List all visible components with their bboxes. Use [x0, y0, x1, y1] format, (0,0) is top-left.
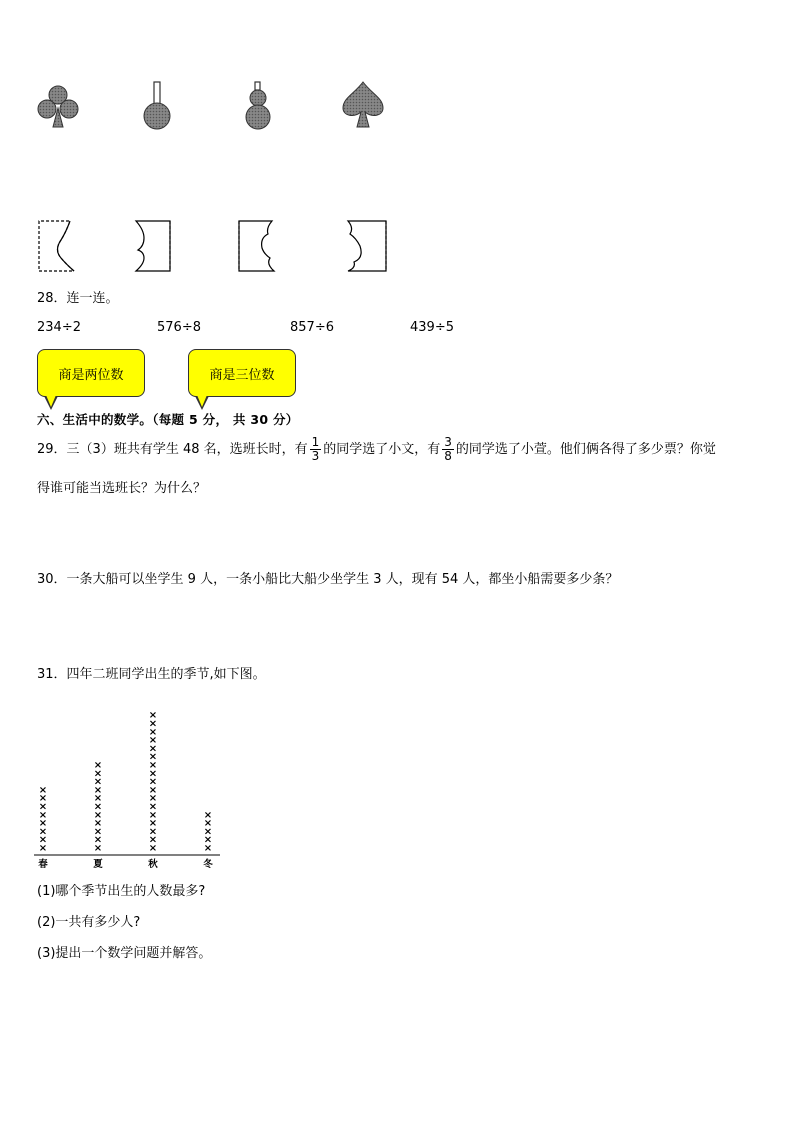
chart-mark-3-4: ×	[148, 818, 158, 830]
round-bottle-icon	[140, 80, 174, 132]
chart-mark-2-10: ×	[93, 768, 103, 780]
chart-mark-3-13: ×	[148, 743, 158, 755]
q29-line2: 得谁可能当选班长？为什么？	[37, 481, 207, 496]
chart-mark-1-4: ×	[38, 818, 48, 830]
chart-mark-3-8: ×	[148, 784, 158, 796]
chart-mark-2-1: ×	[93, 843, 103, 854]
chart-category-label-3: 秋	[148, 859, 158, 870]
q28-title: 28．连一连。	[37, 291, 119, 306]
q29-fraction-one-third	[310, 436, 322, 463]
q29-frac2-den: 8	[444, 449, 452, 463]
chart-mark-4-2: ×	[203, 834, 213, 846]
q29-frac1-den: 3	[311, 449, 320, 463]
expression-4: 439÷5	[410, 320, 454, 335]
pictograph-svg	[30, 695, 230, 875]
chart-mark-3-16: ×	[148, 718, 158, 730]
q29-part2: 的同学选了小文，有	[323, 441, 441, 457]
chart-mark-3-2: ×	[148, 834, 158, 846]
half-shape-left-icon	[36, 218, 80, 274]
section-six-heading: 六、生活中的数学。（每题 5 分， 共 30 分）	[37, 412, 299, 427]
chart-mark-3-10: ×	[148, 768, 158, 780]
q31-title: 31．四年二班同学出生的季节,如下图。	[37, 667, 266, 682]
q30-text: 30．一条大船可以坐学生 9 人，一条小船比大船少坐学生 3 人，现有 54 人，都坐小船需要多少条？	[37, 572, 619, 587]
callout-two-digit-quotient[interactable]	[37, 349, 145, 397]
chart-mark-2-11: ×	[93, 760, 103, 771]
chart-mark-3-17: ×	[148, 710, 158, 722]
q31-sub1: (1)哪个季节出生的人数最多?	[37, 884, 206, 899]
chart-mark-3-11: ×	[148, 760, 158, 771]
chart-mark-4-5: ×	[203, 809, 213, 821]
chart-mark-3-14: ×	[148, 735, 158, 747]
q29-line1	[37, 436, 716, 463]
season-pictograph	[30, 695, 230, 875]
callout-three-digit-label: 商是三位数	[209, 367, 275, 383]
chart-mark-3-5: ×	[148, 809, 158, 821]
chart-mark-4-4: ×	[203, 818, 213, 830]
chart-mark-2-8: ×	[93, 784, 103, 796]
chart-mark-2-9: ×	[93, 776, 103, 788]
q29-frac1-num: 1	[311, 435, 320, 449]
chart-mark-3-15: ×	[148, 726, 158, 738]
q29-fraction-three-eighths	[442, 436, 454, 463]
q29-part1: 29．三（3）班共有学生 48 名，选班长时，有	[37, 441, 308, 457]
chart-mark-1-3: ×	[38, 826, 48, 838]
chart-mark-3-12: ×	[148, 751, 158, 763]
expression-3: 857÷6	[290, 320, 334, 335]
chart-mark-1-5: ×	[38, 809, 48, 821]
chart-mark-2-3: ×	[93, 826, 103, 838]
chart-category-label-4: 冬	[203, 859, 213, 870]
chart-mark-4-3: ×	[203, 826, 213, 838]
chart-category-label-2: 夏	[93, 859, 103, 870]
callout-three-digit-quotient[interactable]	[188, 349, 296, 397]
callout-two-digit-label: 商是两位数	[58, 367, 124, 383]
half-shape-right-icon	[342, 218, 390, 274]
club-icon	[36, 84, 80, 130]
chart-mark-2-5: ×	[93, 809, 103, 821]
expression-2: 576÷8	[157, 320, 201, 335]
chart-mark-3-1: ×	[148, 843, 158, 854]
chart-mark-2-7: ×	[93, 793, 103, 805]
q31-sub2: (2)一共有多少人?	[37, 915, 141, 930]
chart-mark-4-1: ×	[203, 843, 213, 854]
q29-part3: 的同学选了小萱。他们俩各得了多少票？你觉	[455, 441, 716, 457]
chart-mark-3-3: ×	[148, 826, 158, 838]
chart-mark-2-6: ×	[93, 801, 103, 813]
chart-category-label-1: 春	[38, 859, 48, 870]
gourd-icon	[242, 80, 274, 132]
chart-mark-2-2: ×	[93, 834, 103, 846]
chart-mark-1-6: ×	[38, 801, 48, 813]
half-shape-left-icon	[236, 218, 280, 274]
half-shape-right-icon	[130, 218, 174, 274]
q31-sub3: (3)提出一个数学问题并解答。	[37, 946, 212, 961]
chart-mark-1-1: ×	[38, 843, 48, 854]
chart-mark-1-7: ×	[38, 793, 48, 805]
spade-icon	[340, 80, 386, 130]
q29-frac2-num: 3	[444, 435, 452, 449]
expression-1: 234÷2	[37, 320, 81, 335]
chart-mark-3-6: ×	[148, 801, 158, 813]
chart-mark-2-4: ×	[93, 818, 103, 830]
chart-mark-1-2: ×	[38, 834, 48, 846]
chart-mark-1-8: ×	[38, 784, 48, 796]
chart-mark-3-7: ×	[148, 793, 158, 805]
chart-mark-3-9: ×	[148, 776, 158, 788]
